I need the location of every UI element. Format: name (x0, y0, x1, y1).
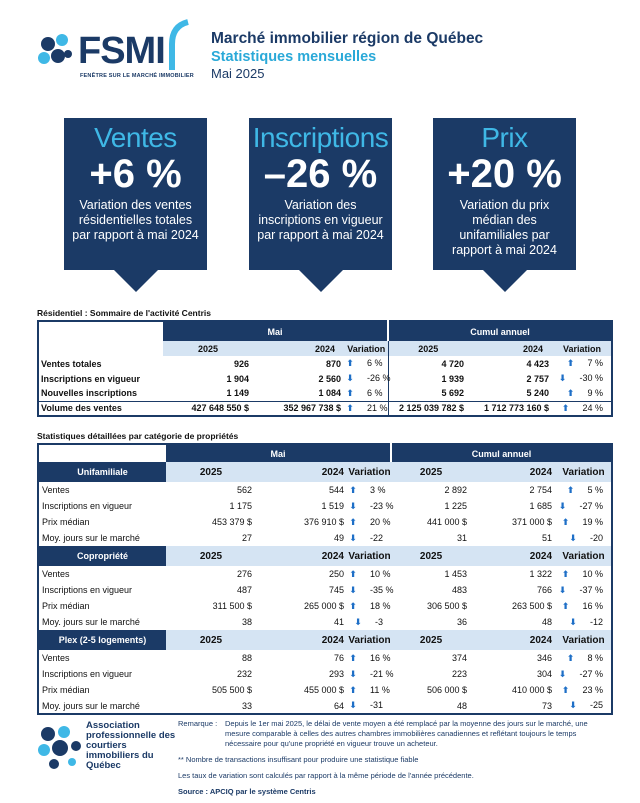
value-ytd-2024: 263 500 $ (511, 601, 553, 611)
row-label: Inscriptions en vigueur (41, 373, 141, 384)
page-subtitle: Statistiques mensuelles (211, 49, 377, 65)
value-ytd-2025: 5 692 (388, 386, 468, 401)
value-month-2024: 544 (328, 485, 344, 495)
col-2025: 2025 (388, 341, 468, 356)
value-ytd-2025: 1 225 (444, 501, 468, 511)
variation-value: 23 % (582, 684, 604, 695)
arrow-up-icon: ⬆ (346, 402, 354, 413)
logo-mark-icon (34, 28, 80, 74)
detail-table (37, 443, 613, 715)
value-month-2025: 1 904 (226, 373, 249, 384)
variation-cell (348, 566, 391, 582)
brand-tagline: FENÊTRE SUR LE MARCHÉ IMMOBILIER (80, 73, 194, 79)
category-header (38, 462, 612, 482)
variation-cell (345, 371, 391, 386)
col-2024: 2024 (471, 462, 556, 482)
arrow-up-icon: ⬆ (349, 484, 357, 495)
variation-cell (348, 530, 391, 546)
row-label: Prix médian (42, 601, 90, 611)
variation-cell (345, 401, 388, 416)
value-month-2025: 311 500 $ (212, 601, 252, 611)
variation-cell (348, 666, 394, 682)
row-label: Moy. jours sur le marché (42, 700, 140, 711)
variation-cell (556, 698, 612, 714)
variation-value: 11 % (370, 684, 390, 695)
value-ytd-2024: 371 000 $ (511, 517, 553, 527)
variation-value: 7 % (587, 358, 604, 368)
col-variation: Variation (556, 462, 612, 482)
value-ytd-2024: 410 000 $ (511, 685, 553, 695)
arrow-down-icon: ⬇ (349, 668, 357, 679)
remark-label: Remarque : (178, 719, 218, 728)
row-label: Moy. jours sur le marché (42, 533, 140, 543)
variation-value: 21 % (367, 402, 388, 413)
table-row (38, 356, 612, 371)
arrow-up-icon: ⬆ (566, 652, 575, 663)
variation-value: 16 % (370, 652, 391, 663)
row-label: Prix médian (42, 685, 90, 695)
value-month-2025: 232 (236, 669, 252, 679)
value-ytd-2025: 31 (457, 533, 468, 543)
value-ytd-2025: 506 000 $ (426, 685, 468, 695)
value-month-2024: 745 (328, 585, 344, 595)
source: Source : APCIQ par le système Centris (178, 787, 316, 796)
variation-value: 10 % (370, 568, 391, 579)
value-ytd-2025: 1 453 (444, 569, 468, 579)
value-ytd-2024: 1 685 (529, 501, 553, 511)
value-ytd-2024: 5 240 (526, 388, 550, 399)
value-month-2024: 41 (333, 617, 344, 627)
row-label: Inscriptions en vigueur (42, 585, 133, 595)
col-variation: Variation (348, 462, 391, 482)
variation-cell (553, 386, 612, 401)
variation-cell (348, 650, 391, 666)
callout-value: –26 % (263, 152, 378, 196)
detail-title: Statistiques détaillées par catégorie de propriétés (37, 431, 239, 441)
col-2025: 2025 (163, 341, 253, 356)
variation-cell (348, 582, 394, 598)
category-header (38, 630, 612, 650)
variation-cell (348, 614, 391, 630)
value-month-2025: 505 500 $ (211, 685, 252, 695)
value-ytd-2025: 2 125 039 782 $ (388, 401, 468, 416)
table-row (38, 482, 612, 498)
variation-value: 10 % (582, 568, 604, 579)
table-row (38, 401, 612, 416)
value-month-2024: 49 (333, 533, 344, 543)
arrow-up-icon: ⬆ (566, 387, 575, 398)
value-month-2025: 88 (241, 653, 252, 663)
value-ytd-2024: 4 423 (526, 358, 550, 369)
arrow-up-icon: ⬆ (346, 387, 354, 398)
variation-value: 8 % (587, 652, 604, 663)
arrow-up-icon: ⬆ (349, 516, 357, 527)
value-month-2025: 1 149 (226, 388, 249, 399)
value-month-2024: 265 000 $ (303, 601, 344, 611)
callout-prix (433, 118, 576, 270)
row-label: Nouvelles inscriptions (41, 388, 138, 399)
col-2024: 2024 (256, 546, 348, 566)
arrow-up-icon: ⬆ (346, 358, 354, 368)
value-month-2024: 455 000 $ (303, 685, 344, 695)
table-row (38, 614, 612, 630)
category-name: Plex (2-5 logements) (38, 630, 166, 650)
arrow-down-icon: ⬇ (558, 373, 567, 383)
col-2025: 2025 (391, 630, 471, 650)
table-row (38, 682, 612, 698)
callout-ventes (64, 118, 207, 270)
arrow-up-icon: ⬆ (561, 402, 570, 413)
callout-title: Prix (481, 122, 528, 153)
table-row (38, 598, 612, 614)
variation-value: -3 (375, 616, 384, 627)
table-row (38, 530, 612, 546)
value-ytd-2025: 441 000 $ (426, 517, 468, 527)
col-variation: Variation (553, 341, 612, 356)
variation-value: -31 (370, 700, 384, 710)
variation-cell (553, 356, 612, 371)
variation-cell (556, 650, 612, 666)
table-row (38, 698, 612, 714)
value-ytd-2024: 51 (542, 533, 553, 543)
col-variation: Variation (348, 546, 391, 566)
summary-col-header (38, 341, 612, 356)
arrow-down-icon: ⬇ (558, 584, 567, 595)
col-2024: 2024 (253, 341, 345, 356)
brand-name: FSMI (78, 30, 165, 72)
variation-value: -35 % (370, 584, 394, 595)
value-ytd-2025: 48 (457, 700, 468, 711)
category-header (38, 546, 612, 566)
arrow-up-icon: ⬆ (566, 358, 575, 368)
col-2025: 2025 (391, 546, 471, 566)
category-name: Copropriété (38, 546, 166, 566)
variation-cell (553, 401, 612, 416)
variation-cell (348, 682, 391, 698)
col-variation: Variation (345, 341, 388, 356)
arrow-up-icon: ⬆ (566, 484, 575, 495)
variation-value: -27 % (579, 500, 604, 511)
arrow-down-icon: ⬇ (558, 668, 567, 679)
arrow-down-icon: ⬇ (569, 532, 577, 543)
value-ytd-2025: 483 (452, 585, 468, 595)
variation-cell (348, 482, 391, 498)
variation-value: 6 % (367, 358, 383, 368)
col-variation: Variation (556, 546, 612, 566)
summary-group-header (38, 321, 612, 341)
value-month-2024: 870 (325, 358, 341, 369)
variation-value: 9 % (587, 387, 604, 398)
table-row (38, 498, 612, 514)
arrow-up-icon: ⬆ (561, 568, 570, 579)
value-month-2024: 376 910 $ (303, 517, 344, 527)
variation-cell (348, 498, 394, 514)
variation-cell (348, 514, 391, 530)
report-date: Mai 2025 (211, 66, 265, 81)
callout-value: +6 % (89, 152, 182, 196)
variation-value: -22 (370, 532, 384, 543)
group-month: Mai (163, 321, 388, 341)
variation-cell (556, 582, 612, 598)
variation-cell (556, 614, 612, 630)
col-2024: 2024 (471, 630, 556, 650)
value-ytd-2024: 2 754 (529, 485, 553, 495)
apciq-logo-icon (34, 720, 90, 776)
table-row (38, 582, 612, 598)
variation-value: 20 % (370, 516, 391, 527)
value-month-2025: 427 648 550 $ (163, 401, 253, 416)
arrow-down-icon: ⬇ (349, 532, 357, 543)
variation-cell (556, 666, 612, 682)
arrow-down-icon: ⬇ (569, 616, 577, 627)
group-ytd: Cumul annuel (388, 321, 612, 341)
table-row (38, 666, 612, 682)
variation-value: 3 % (370, 484, 386, 495)
callout-title: Ventes (94, 122, 177, 153)
arrow-down-icon: ⬇ (349, 500, 357, 511)
value-ytd-2025: 2 892 (444, 485, 468, 495)
callout-desc: Variation des ventes résidentielles totales par rapport à mai 2024 (72, 198, 199, 242)
value-month-2024: 1 519 (321, 501, 344, 511)
value-month-2024: 250 (328, 569, 344, 579)
value-month-2025: 38 (241, 617, 252, 627)
variation-cell (553, 371, 612, 386)
variation-value: 19 % (582, 516, 604, 527)
col-variation: Variation (556, 630, 612, 650)
table-row (38, 566, 612, 582)
arrow-up-icon: ⬆ (349, 600, 357, 611)
arrow-down-icon: ⬇ (349, 584, 357, 595)
variation-value: 16 % (582, 600, 604, 611)
variation-value: 18 % (370, 600, 391, 611)
row-label: Inscriptions en vigueur (42, 501, 133, 511)
variation-value: 24 % (582, 402, 604, 413)
arrow-up-icon: ⬆ (349, 684, 357, 695)
value-ytd-2025: 4 720 (388, 356, 468, 371)
value-ytd-2024: 1 712 773 160 $ (468, 401, 553, 416)
variation-cell (345, 386, 388, 401)
arrow-up-icon: ⬆ (561, 516, 570, 527)
arrow-down-icon: ⬇ (354, 616, 362, 627)
value-month-2024: 76 (333, 653, 344, 663)
value-ytd-2024: 304 (537, 669, 553, 679)
category-name: Unifamiliale (38, 462, 166, 482)
variation-cell (556, 566, 612, 582)
arrow-down-icon: ⬇ (558, 500, 567, 511)
value-month-2024: 352 967 738 $ (253, 401, 345, 416)
value-month-2025: 562 (236, 485, 252, 495)
variation-cell (345, 356, 388, 371)
group-month: Mai (166, 444, 391, 462)
variation-cell (556, 514, 612, 530)
variation-value: -23 % (370, 500, 394, 511)
col-2025: 2025 (166, 630, 256, 650)
callout-desc: Variation des inscriptions en vigueur par rapport à mai 2024 (257, 198, 384, 242)
footer-notes (178, 719, 610, 803)
arrow-up-icon: ⬆ (561, 684, 570, 695)
arrow-down-icon: ⬇ (349, 700, 357, 710)
summary-title: Résidentiel : Sommaire de l'activité Centris (37, 308, 211, 318)
value-ytd-2024: 1 322 (529, 569, 553, 579)
col-2025: 2025 (391, 462, 471, 482)
variation-value: -25 (590, 700, 604, 710)
value-month-2025: 926 (233, 358, 249, 369)
group-ytd: Cumul annuel (391, 444, 612, 462)
value-ytd-2024: 766 (537, 585, 553, 595)
col-2024: 2024 (256, 462, 348, 482)
variation-cell (348, 698, 391, 714)
summary-table (37, 320, 613, 417)
variation-value: -20 (590, 532, 604, 543)
value-ytd-2024: 73 (542, 700, 553, 711)
value-ytd-2025: 374 (452, 653, 468, 663)
col-2025: 2025 (166, 462, 256, 482)
row-label: Ventes (42, 485, 70, 495)
value-month-2024: 1 084 (318, 388, 341, 399)
value-ytd-2025: 306 500 $ (426, 601, 468, 611)
arrow-down-icon: ⬇ (346, 373, 354, 383)
table-row (38, 650, 612, 666)
variation-value: 6 % (367, 387, 383, 398)
col-2024: 2024 (468, 341, 553, 356)
arrow-up-icon: ⬆ (349, 652, 357, 663)
variation-cell (556, 598, 612, 614)
row-label: Volume des ventes (38, 401, 163, 416)
row-label: Inscriptions en vigueur (42, 669, 133, 679)
callout-desc: Variation du prix médian des unifamiliales par rapport à mai 2024 (452, 198, 557, 257)
variation-cell (348, 598, 391, 614)
value-ytd-2025: 1 939 (388, 371, 468, 386)
arrow-up-icon: ⬆ (561, 600, 570, 611)
row-label: Ventes (42, 569, 70, 579)
apciq-name: Association professionnelle des courtiers immobiliers du Québec (86, 720, 176, 771)
variation-value: -12 (590, 616, 604, 627)
arrow-up-icon: ⬆ (349, 568, 357, 579)
value-ytd-2025: 223 (452, 669, 468, 679)
callout-title: Inscriptions (252, 122, 389, 153)
variation-value: -30 % (579, 373, 604, 383)
value-month-2025: 27 (241, 533, 252, 543)
page-title: Marché immobilier région de Québec (211, 30, 484, 47)
row-label: Prix médian (42, 517, 90, 527)
value-month-2025: 276 (236, 569, 252, 579)
col-2024: 2024 (256, 630, 348, 650)
callout-value: +20 % (447, 152, 562, 196)
callout-inscriptions (249, 118, 392, 270)
value-month-2024: 2 560 (318, 373, 341, 384)
variation-value: -26 % (367, 373, 391, 383)
variation-cell (556, 482, 612, 498)
value-month-2025: 487 (236, 585, 252, 595)
header-titles (211, 30, 483, 81)
row-label: Ventes totales (41, 358, 102, 369)
value-month-2024: 64 (333, 700, 344, 711)
table-row (38, 386, 612, 401)
variation-value: -21 % (370, 668, 394, 679)
value-ytd-2025: 36 (457, 617, 468, 627)
variation-value: -37 % (579, 584, 604, 595)
col-2025: 2025 (166, 546, 256, 566)
col-2024: 2024 (471, 546, 556, 566)
table-row (38, 514, 612, 530)
brand-swoosh-icon (168, 18, 192, 74)
variation-cell (556, 498, 612, 514)
remark (178, 719, 610, 749)
table-row (38, 371, 612, 386)
variation-value: 5 % (587, 484, 604, 495)
value-ytd-2024: 48 (542, 617, 553, 627)
remark-text: Depuis le 1er mai 2025, le délai de vente moyen a été remplacé par la moyenne des jours sur le marché, une mesure comparable à celles des autres chambres immobilières canadiennes et reflétant toujours le temps nécessaire pour qu'une propriété en vigueur trouve un acheteur. (225, 719, 588, 748)
arrow-down-icon: ⬇ (569, 700, 577, 710)
value-month-2025: 1 175 (229, 501, 252, 511)
col-variation: Variation (348, 630, 391, 650)
value-ytd-2024: 2 757 (526, 373, 550, 384)
variation-value: -27 % (579, 668, 604, 679)
row-label: Moy. jours sur le marché (42, 617, 140, 627)
detail-group-header (38, 444, 612, 462)
variation-cell (556, 682, 612, 698)
note-rates: Les taux de variation sont calculés par rapport à la même période de l'année précédente. (178, 771, 474, 780)
value-ytd-2024: 346 (537, 653, 553, 663)
note-insufficient: ** Nombre de transactions insuffisant pour produire une statistique fiable (178, 755, 419, 764)
value-month-2025: 33 (241, 700, 252, 711)
value-month-2024: 293 (328, 669, 344, 679)
variation-cell (556, 530, 612, 546)
value-month-2025: 453 379 $ (211, 517, 252, 527)
row-label: Ventes (42, 653, 70, 663)
